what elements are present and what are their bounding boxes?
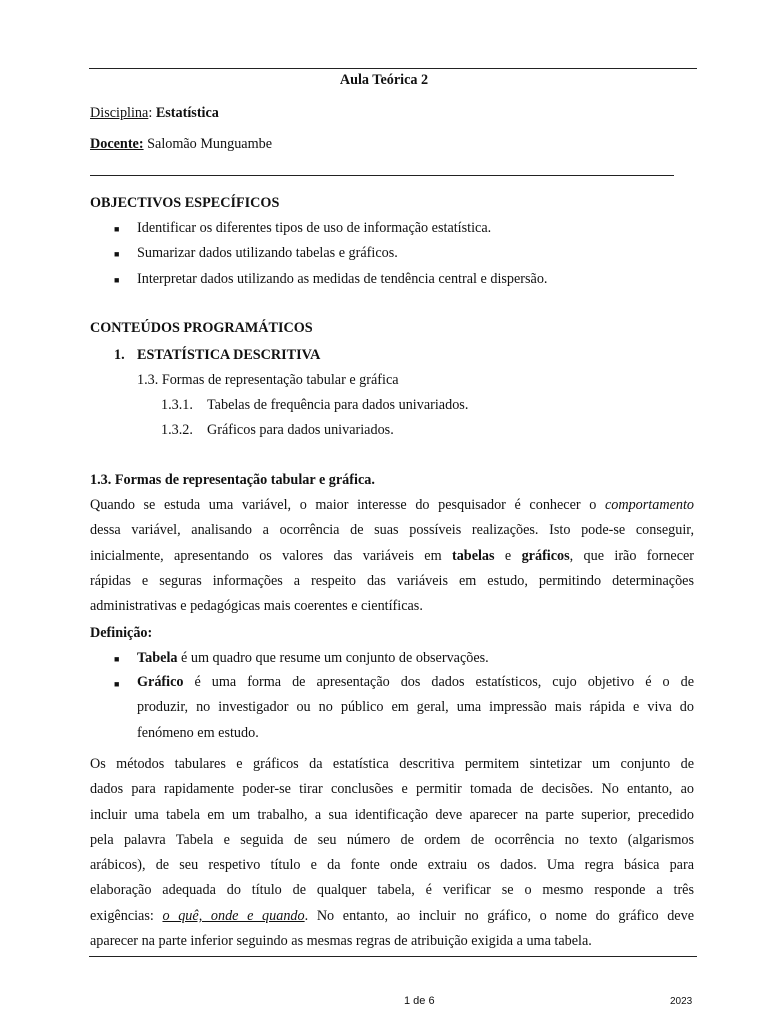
lecture-title: Aula Teórica 2 [339,72,429,88]
objective-item: Identificar os diferentes tipos de uso de informação estatística. [137,220,492,236]
bullet-icon: ■ [114,654,120,664]
bullet-icon: ■ [114,275,120,285]
bullet-icon: ■ [114,224,120,234]
discipline-value: Estatística [155,105,219,121]
text-line: pela palavra Tabela e seguida de seu número de ordem de ocorrência no texto (algarismos [90,831,694,848]
text-line: exigências: o quê, onde e quando. No entanto, ao incluir no gráfico, o nome do gráfico deve [90,907,694,924]
contents-heading: CONTEÚDOS PROGRAMÁTICOS [90,320,313,336]
definition-item-chart [137,670,694,746]
text-line: elaboração adequada do título de qualquer tabela, é verificar se o mesmo responde a três [90,882,694,899]
header-rule [90,175,674,176]
text-line: dessa variável, analisando a ocorrência de suas possíveis realizações. Isto pode-se conseguir, [90,522,694,539]
paragraph-methods [90,752,694,954]
text-line: fenómeno em estudo. [137,724,259,741]
text-line: produzir, no investigador ou no público em geral, uma impressão mais rápida e viva do [137,699,694,716]
text-line: arábicos), de seu respetivo título e da fonte onde extraiu os dados. Uma regra básica para [90,857,694,874]
objectives-heading: OBJECTIVOS ESPECÍFICOS [90,195,280,211]
teacher-line [90,136,272,153]
text-line: administrativas e pedagógicas mais coerentes e científicas. [90,598,423,615]
paragraph-intro [90,493,694,619]
footer-year: 2023 [670,996,693,1007]
bullet-icon: ■ [114,249,120,259]
section-title: ESTATÍSTICA DESCRITIVA [137,347,321,363]
text-line: inicialmente, apresentando os valores das variáveis em tabelas e gráficos, que irão fornecer [90,547,695,564]
text-line: incluir uma tabela em um trabalho, a sua identificação deve aparecer na parte superior, precedido [90,806,694,823]
text-line: aparecer na parte inferior seguindo as mesmas regras de atribuição exigida a uma tabela. [90,933,592,950]
bullet-icon: ■ [114,679,120,689]
objective-item: Sumarizar dados utilizando tabelas e gráficos. [137,245,398,261]
subsubsection-number: 1.3.2. [161,422,193,438]
discipline-label: Disciplina [90,105,149,121]
subsubsection-number: 1.3.1. [161,397,193,413]
teacher-label: Docente: [90,136,144,152]
bottom-rule [89,956,697,957]
text-line: dados para rapidamente poder-se tirar conclusões e permitir tomada de decisões. No entanto, ao [90,781,694,798]
objective-item: Interpretar dados utilizando as medidas de tendência central e dispersão. [137,271,548,287]
subsubsection-text: Gráficos para dados univariados. [207,422,394,438]
section-heading: 1.3. Formas de representação tabular e gráfica. [90,472,375,488]
text-line: rápidas e seguras informações a respeito das variáveis em estudo, permitindo determinações [90,572,694,589]
subsubsection-text: Tabelas de frequência para dados univariados. [207,397,469,413]
page-number: 1 de 6 [404,995,435,1007]
discipline-line: Disciplina: Estatística [90,105,219,121]
text-line: Quando se estuda uma variável, o maior interesse do pesquisador é conhecer o comportamento [90,497,694,513]
definition-item-table: Tabela é um quadro que resume um conjunto de observações. [137,650,489,666]
top-rule [89,68,697,69]
teacher-value: Salomão Munguambe [147,136,273,152]
definition-heading: Definição: [90,625,153,641]
section-number: 1. [114,347,125,363]
subsection-line: 1.3. Formas de representação tabular e gráfica [137,372,399,388]
text-line: Os métodos tabulares e gráficos da estatística descritiva permitem sintetizar um conjunto de [90,756,694,772]
text-line: Gráfico é uma forma de apresentação dos dados estatísticos, cujo objetivo é o de [137,674,694,690]
